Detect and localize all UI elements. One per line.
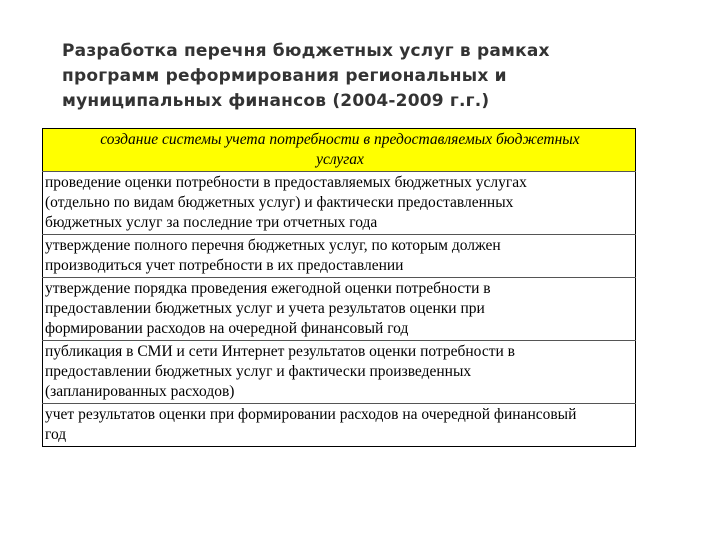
table-cell	[43, 278, 636, 341]
table-cell	[43, 341, 636, 404]
cell-line: учет результатов оценки при формировании расходов на очередной финансовый	[45, 406, 577, 423]
cell-line: год	[45, 426, 67, 443]
slide-title-line: программ реформирования региональных и	[62, 66, 507, 86]
header-line: услугах	[316, 151, 364, 168]
cell-line: бюджетных услуг за последние три отчетных года	[45, 214, 378, 231]
table-row	[43, 341, 636, 404]
cell-line: утверждение порядка проведения ежегодной оценки потребности в	[45, 280, 491, 297]
table-cell	[43, 235, 636, 278]
table-row	[43, 404, 636, 447]
table-header-cell	[43, 129, 636, 172]
slide-title-line: Разработка перечня бюджетных услуг в рамках	[62, 41, 550, 61]
cell-line: формировании расходов на очередной финансовый год	[45, 320, 409, 337]
cell-line: проведение оценки потребности в предоставляемых бюджетных услугах	[45, 174, 527, 191]
slide-title	[62, 39, 662, 114]
cell-line: производиться учет потребности в их предоставлении	[45, 257, 404, 274]
table-row	[43, 172, 636, 235]
table-row	[43, 278, 636, 341]
table-cell	[43, 172, 636, 235]
measures-table	[42, 128, 636, 447]
table-row	[43, 235, 636, 278]
cell-line: утверждение полного перечня бюджетных услуг, по которым должен	[45, 237, 501, 254]
slide-title-line: муниципальных финансов (2004-2009 г.г.)	[62, 91, 490, 111]
cell-line: (запланированных расходов)	[45, 383, 235, 400]
cell-line: предоставлении бюджетных услуг и фактически произведенных	[45, 363, 472, 380]
cell-line: предоставлении бюджетных услуг и учета результатов оценки при	[45, 300, 485, 317]
table-header-row	[43, 129, 636, 172]
cell-line: (отдельно по видам бюджетных услуг) и фактически предоставленных	[45, 194, 514, 211]
table-cell	[43, 404, 636, 447]
header-line: создание системы учета потребности в предоставляемых бюджетных	[100, 131, 580, 148]
cell-line: публикация в СМИ и сети Интернет результатов оценки потребности в	[45, 343, 515, 360]
